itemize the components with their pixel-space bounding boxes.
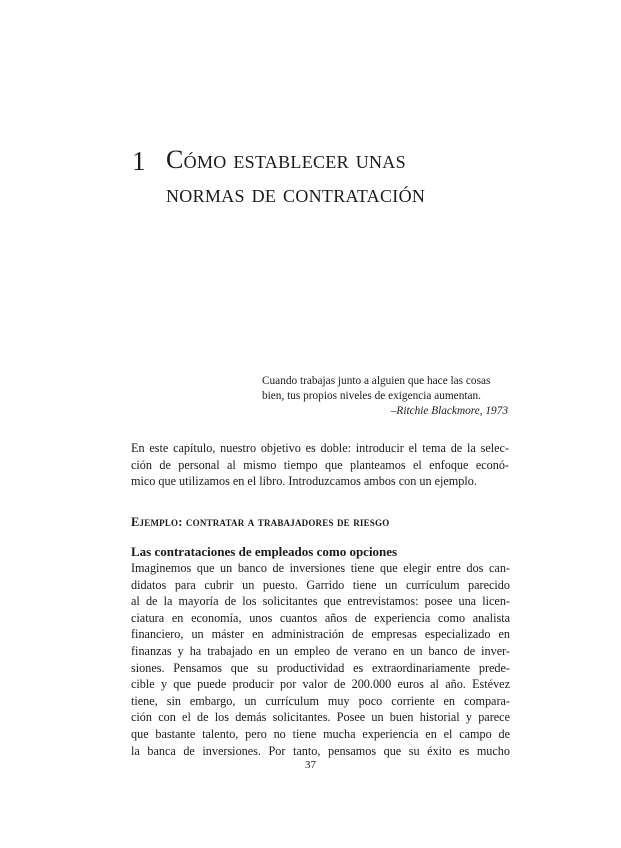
paragraph-line: siones. Pensamos que su productividad es extraordinariamente prede- <box>131 660 510 675</box>
paragraph-line: mico que utilizamos en el libro. Introduzcamos ambos con un ejemplo. <box>131 474 477 489</box>
section-heading: Ejemplo: contratar a trabajadores de riesgo <box>131 515 390 529</box>
paragraph-line: cible y que puede producir por valor de 200.000 euros al año. Estévez <box>131 677 510 692</box>
paragraph-line: ciatura en economía, unos cuantos años de experiencia como analista <box>131 610 510 625</box>
paragraph-line: finanzas y ha trabajado en un empleo de verano en un banco de inver- <box>131 643 510 658</box>
paragraph-line: financiero, un máster en administración de empresas especializado en <box>131 627 510 642</box>
epigraph <box>262 374 508 419</box>
chapter-title <box>166 143 526 211</box>
intro-paragraph <box>131 440 509 490</box>
subsection-heading: Las contrataciones de empleados como opciones <box>131 544 398 559</box>
epigraph-line: bien, tus propios niveles de exigencia aumentan. <box>262 390 481 402</box>
paragraph-line: Imaginemos que un banco de inversiones tiene que elegir entre dos can- <box>131 561 510 575</box>
epigraph-citation: –Ritchie Blackmore, 1973 <box>390 405 508 417</box>
paragraph-line: la banca de inversiones. Por tanto, pensamos que su éxito es mucho <box>131 743 510 758</box>
chapter-title-line: normas de contratación <box>166 179 426 208</box>
chapter-title-line: Cómo establecer unas <box>166 145 406 174</box>
body-paragraph <box>131 560 510 759</box>
paragraph-line: que bastante talento, pero no tiene mucha experiencia en el campo de <box>131 726 510 741</box>
paragraph-line: ción de personal al mismo tiempo que planteamos el enfoque econó- <box>131 457 509 472</box>
paragraph-line: En este capítulo, nuestro objetivo es doble: introducir el tema de la selec- <box>131 441 509 455</box>
epigraph-line: Cuando trabajas junto a alguien que hace las cosas <box>262 375 491 387</box>
paragraph-line: al de la mayoría de los solicitantes que entrevistamos: posee una licen- <box>131 594 510 609</box>
paragraph-line: ción con el de los demás solicitantes. Posee un buen historial y parece <box>131 710 510 725</box>
paragraph-line: didatos para cubrir un puesto. Garrido tiene un currículum parecido <box>131 577 510 592</box>
page-number: 37 <box>305 759 316 771</box>
chapter-number: 1 <box>132 146 146 176</box>
paragraph-line: tiene, sin embargo, un currículum muy poco corriente en compara- <box>131 693 510 708</box>
